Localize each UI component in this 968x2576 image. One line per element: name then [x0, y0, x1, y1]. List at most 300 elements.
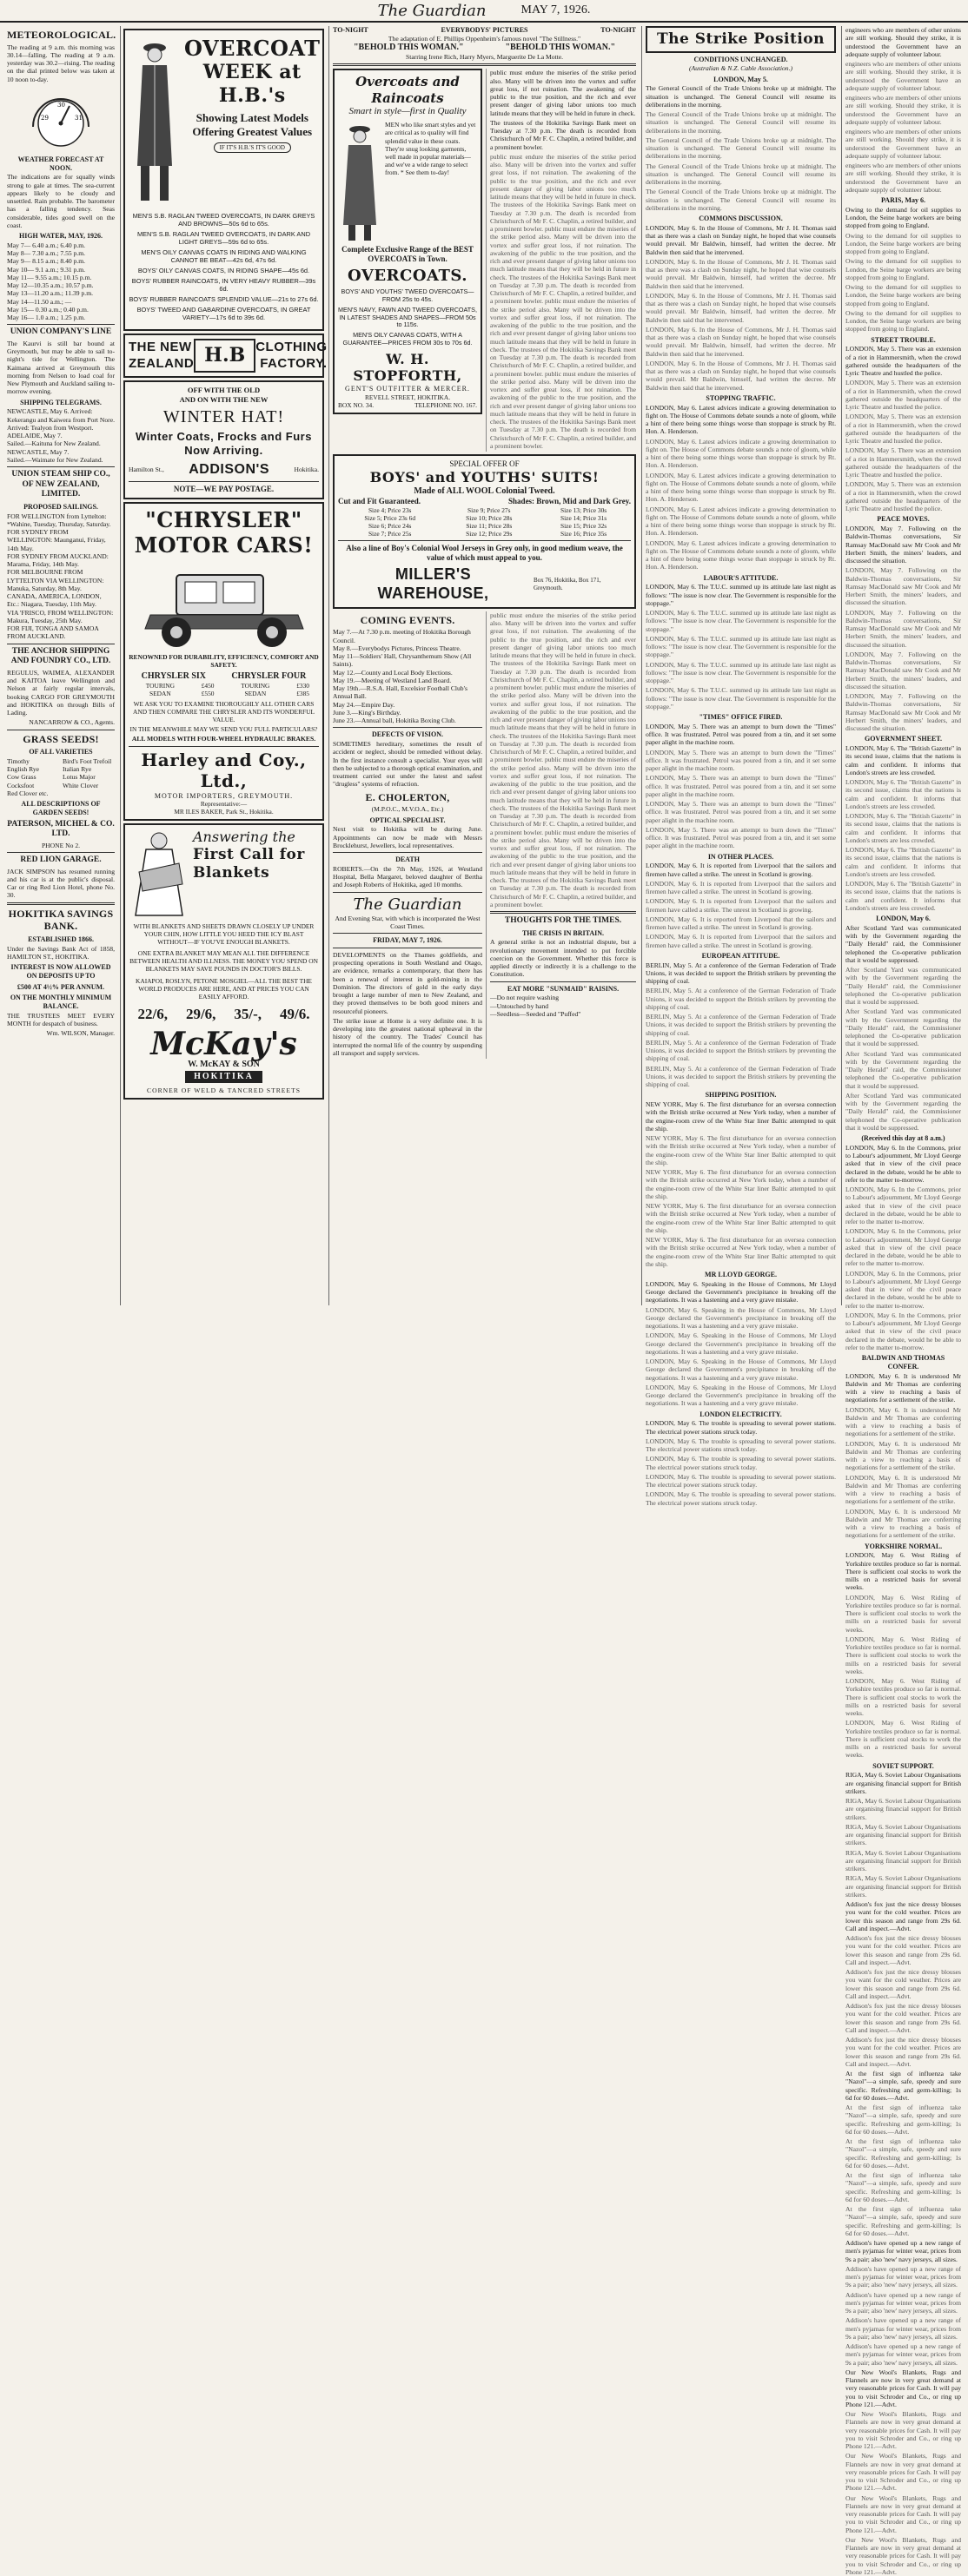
section-text-continued: LONDON, May 6. Speaking in the House of Commons, Mr Lloyd George declared the Government's precipitance in breaking off the negotiations. It was a hastening and a very grave mistake. — [646, 1383, 836, 1408]
section-text-continued: Addison's fox just the nice dressy blouses you want for the cold weather. Prices are lower this season and range from 29s 6d. Call and inspect.—Advt. — [845, 2036, 961, 2068]
blanket-price: 29/6, — [185, 1005, 216, 1022]
section-text-continued: LONDON, May 5. There was an extension of a riot in Hammersmith, when the crowd gathered outside the headquarters of the Lyric Theatre and hustled the police. — [845, 480, 961, 512]
eat-raisins: EAT MORE "SUNMAID" RAISINS. — [507, 984, 620, 993]
section-text-continued: After Scotland Yard was communicated with by the Government regarding the "Daily Herald" raid, the Commissioner telephoned the Co-operative publication that it would be suppressed. — [845, 1091, 961, 1132]
chrysler-price-table — [129, 682, 319, 697]
section-text-continued: LONDON, May 7. Following on the Baldwin-Thomas conversations, Sir Ramsay MacDonald saw Mr Cook and Mr Herbert Smith, the miners' leaders, and discussed the situation. — [845, 566, 961, 607]
raisin-line: —Untouched by hand — [490, 1001, 549, 1010]
chrysler-sub: MOTOR CARS! — [134, 532, 314, 558]
section-text-continued: LONDON, May 5. There was an attempt to burn down the "Times" office. It was frustrated. Petrol was poured from a tin, and it set some paper alight in the machine room. — [646, 800, 836, 824]
section-text: The General Council of the Trade Unions broke up at midnight. The situation is unchanged. The General Council will resume its deliberations in the morning. — [646, 84, 836, 109]
section-text-continued: LONDON, May 6. The T.U.C. summed up its attitude late last night as follows: "The issue is now clear. The Government is responsible for the stoppage." — [646, 660, 836, 685]
seeds-sub: OF ALL VARIETIES — [29, 748, 93, 756]
seed-item: Red Clover etc. — [7, 789, 49, 797]
overcoat-item: MEN'S OILY CANVAS COATS IN RIDING AND WALKING CANNOT BE BEAT—42s 6d, 47s 6d. — [141, 248, 307, 265]
section-text-continued: BERLIN, May 5. At a conference of the German Federation of Trade Unions, it was decided to support the British strikers by preventing the shipping of coal. — [646, 1064, 836, 1089]
section-text-continued: LONDON, May 6. It is reported from Liverpool that the sailors and firemen have called a strike. The unrest in Scotland is growing. — [646, 879, 836, 896]
masthead — [0, 0, 968, 23]
cable-association: (Australian & N.Z. Cable Association.) — [688, 64, 793, 73]
section-text-continued: NEW YORK, May 6. The first disturbance for an oversea connection with the British strike occurred at New York today, when a number of the engine-room crew of the White Star liner Baltic attempted to quit the ship. — [646, 1168, 836, 1200]
size-row-cell: Size 15; Price 32s — [560, 521, 607, 530]
cholerton-role: OPTICAL SPECIALIST. — [369, 816, 446, 824]
cholerton-text: Next visit to Hokitika will be during June. Appointments can now be made with Messrs Brocklehurst, Jewellers, local representatives. — [333, 825, 482, 849]
hb-tag: IF IT'S H.B.'S IT'S GOOD — [214, 142, 291, 154]
section-text-continued: After Scotland Yard was communicated with by the Government regarding the "Daily Herald" raid, the Commissioner telephoned the Co-operative publication that it would be suppressed. — [845, 966, 961, 1006]
shipping-heading: SHIPPING TELEGRAMS. — [20, 398, 102, 406]
section-text-continued: LONDON, May 6. It is reported from Liverpool that the sailors and firemen have called a strike. The unrest in Scotland is growing. — [646, 915, 836, 932]
section-text-continued: Addison's have opened up a new range of men's pyjamas for winter wear, prices from 9s a pair; also 'new' navy jerseys, all sizes. — [845, 2264, 961, 2289]
bank-manager: Wm. WILSON, Manager. — [46, 1029, 115, 1038]
column-1 — [3, 26, 118, 1305]
section-text-continued: engineers who are members of other unions are still working. Should they strike, it is understood the Government have an adequate supply of volunteer labour. — [845, 128, 961, 160]
section-text: LONDON, May 6. The T.U.C. summed up its attitude late last night as follows: "The issue is now clear. The Government is responsible for the stoppage." — [646, 583, 836, 607]
bank-established: ESTABLISHED 1866. — [28, 935, 94, 943]
blanket-prices — [129, 1006, 319, 1024]
event-row: June 3.—King's Birthday. — [333, 708, 401, 717]
tide-row: May 10— 9.1 a.m.; 9.31 p.m. — [7, 265, 86, 274]
bank-note: ON THE MONTHLY MINIMUM BALANCE. — [10, 994, 112, 1011]
section-text-continued: LONDON, May 5. There was an attempt to burn down the "Times" office. It was frustrated. Petrol was poured from a tin, and it set some paper alight in the machine room. — [646, 748, 836, 773]
section-heading: (Received this day at 8 a.m.) — [861, 1134, 945, 1142]
section-text-continued: Addison's fox just the nice dressy blouses you want for the cold weather. Prices are lower this season and range from 29s 6d. Call and inspect.—Advt. — [845, 2002, 961, 2034]
size-row-cell: Size 13; Price 30s — [560, 505, 607, 514]
overcoat-item: MEN'S S.B. RAGLAN TWEED OVERCOATS, IN DARK GREYS AND BROWNS—50s 6d to 65s. — [132, 212, 315, 228]
section-text-continued: LONDON, May 6. The T.U.C. summed up its attitude late last night as follows: "The issue is now clear. The Government is responsible for the stoppage." — [646, 609, 836, 633]
tide-heading: HIGH WATER, MAY, 1926. — [18, 232, 103, 241]
overcoat-ad — [123, 29, 324, 331]
section-text-continued: LONDON, May 6. The "British Gazette" in its second issue, claims that the nations is calm and confident. It informs that London's streets are less crowded. — [845, 812, 961, 844]
section-heading: IN OTHER PLACES. — [707, 852, 774, 861]
price-row-cell: TOURING — [241, 682, 270, 690]
section-text-continued: LONDON, May 5. There was an attempt to burn down the "Times" office. It was frustrated. Petrol was poured from a tin, and it set some paper alight in the machine room. — [646, 825, 836, 850]
section-text-continued: Our New Wool's Blankets, Rugs and Flannels are now in very great demand at very reasonable prices for Cash. It will pay you to visit Schroder and Co., or ring up Phone 121.—Advt. — [845, 2493, 961, 2534]
overcoats-script: Overcoats and Raincoats — [355, 74, 460, 106]
harley-sub: MOTOR IMPORTERS, GREYMOUTH. — [154, 791, 294, 800]
size-row — [338, 506, 631, 514]
strike-middle-text: public must endure the miseries of the strike period also. Many will be driven into the vortex and suffer great loss, if not ruination. The awakening of the public to the true position, and the rich and ever present danger of giving labor unions too much latitude means that they will be held in future in check. — [490, 69, 636, 117]
section-text-continued: LONDON, May 6. It is understood Mr Baldwin and Mr Thomas are conferring with a view to reaching a basis of negotiations for a settlement of the strike. — [845, 1507, 961, 1540]
hat-title: WINTER HAT! — [162, 406, 285, 426]
section-text-continued: At the first sign of influenza take "Nazol"—a simple, safe, speedy and sure specific. Refreshing and germ-killing; 1s 6d for 60 doses.—Advt. — [845, 2205, 961, 2237]
nz-left: THE NEW — [129, 340, 192, 355]
section-text-continued: Addison's have opened up a new range of men's pyjamas for winter wear, prices from 9s a pair; also 'new' navy jerseys, all sizes. — [845, 2316, 961, 2341]
overcoat-item: BOYS' OILY CANVAS COATS, IN RIDING SHAPE—45s 6d. — [137, 267, 310, 275]
section-heading: COMMONS DISCUSSION. — [699, 215, 783, 223]
section-text-continued: LONDON, May 6. The trouble is spreading to several power stations. The electrical power stations struck today. — [646, 1455, 836, 1471]
column-3 — [328, 26, 640, 1305]
overcoat-title2: WEEK at H.B.'s — [202, 61, 302, 108]
section-text: RIGA, May 6. Soviet Labour Organisations are organising financial support for British strikers. — [845, 1771, 961, 1795]
woman-with-blanket-icon — [129, 829, 189, 919]
nz-clothing-ad — [123, 334, 328, 378]
blanket-price: 35/-, — [234, 1005, 262, 1022]
section-text-continued: LONDON, May 6. Latest advices indicate a growing determination to fight on. The House of Commons debate sounds a note of gloom, while a hint of there being some things worse than stoppage is struck by Rt. Hon. A. Henderson. — [646, 538, 836, 571]
section-heading: "TIMES" OFFICE FIRED. — [699, 713, 783, 722]
section-text-continued: LONDON, May 6. The T.U.C. summed up its attitude late last night as follows: "The issue is now clear. The Government is responsible for the stoppage." — [646, 686, 836, 710]
section-text-continued: LONDON, May 6. Speaking in the House of Commons, Mr Lloyd George declared the Government's precipitance in breaking off the negotiations. It was a hastening and a very grave mistake. — [646, 1357, 836, 1382]
section-text-continued: LONDON, May 6. In the House of Commons, Mr J. H. Thomas said that as there was a clash on Sunday night, he hoped that wise counsels would prevail. Mr Baldwin, himself, had written the decree. Mr Baldwin then said that he intervened. — [646, 291, 836, 324]
blanket-title: Answering the — [193, 829, 295, 846]
tide-row: May 12—10.35 a.m.; 10.57 p.m. — [7, 281, 94, 290]
section-text-continued: RIGA, May 6. Soviet Labour Organisations are organising financial support for British strikers. — [845, 1874, 961, 1899]
section-text: Our New Wool's Blankets, Rugs and Flannels are now in very great demand at very reasonable prices for Cash. It will pay you to visit Schroder and Co., or ring up Phone 121.—Advt. — [845, 2368, 961, 2408]
section-text-continued: LONDON, May 6. Latest advices indicate a growing determination to fight on. The House of Commons debate sounds a note of gloom, while a hint of there being some things worse than stoppage is struck by Rt. Hon. A. Henderson. — [646, 471, 836, 504]
section-text: LONDON, May 6. West Riding of Yorkshire textiles produce so far is normal. There is sufficient coal stocks to work the mills on a restricted basis for several weeks. — [845, 1551, 961, 1592]
section-text-continued: LONDON, May 6. Speaking in the House of Commons, Mr Lloyd George declared the Government's precipitance in breaking off the negotiations. It was a hastening and a very grave mistake. — [646, 1305, 836, 1331]
section-text-continued: Owing to the demand for oil supplies to London, the Seine barge workers are being stopped from going to England. — [845, 283, 961, 307]
section-text: Addison's have opened up a new range of men's pyjamas for winter wear, prices from 9s a pair; also 'new' navy jerseys, all sizes. — [845, 2239, 961, 2263]
price-row-cell: £550 — [201, 690, 215, 698]
millers-addr: Box 76, Hokitika, Box 171, Greymouth. — [533, 577, 601, 591]
millers-ad — [333, 454, 636, 609]
section-text-continued: LONDON, May 6. West Riding of Yorkshire textiles produce so far is normal. There is sufficient coal stocks to work the mills on a restricted basis for several weeks. — [845, 1719, 961, 1760]
size-table — [338, 506, 631, 538]
section-text-continued: NEW YORK, May 6. The first disturbance for an oversea connection with the British strike occurred at New York today, when a number of the engine-room crew of the White Star liner Baltic attempted to quit the ship. — [646, 1236, 836, 1268]
stopforth-sub: GENT'S OUTFITTER & MERCER. — [345, 384, 470, 393]
blanket-text2: ONE EXTRA BLANKET MAY MEAN ALL THE DIFFERENCE BETWEEN HEALTH AND ILLNESS. THE MONEY YOU SPEND ON BLANKETS MAY SAVE POUNDS IN DOCTOR'S BILLS. — [129, 949, 318, 974]
strike-position-heading: The Strike Position — [656, 30, 825, 48]
section-text: Owing to the demand for oil supplies to London, the Seine barge workers are being stopped from going to England. — [845, 205, 961, 230]
section-text-continued: LONDON, May 6. In the Commons, prior to Labour's adjournment, Mr Lloyd George asked that in view of the civil peace declared in the debate, would he be able to refer to the matter to-morrow. — [845, 1186, 961, 1225]
sailing-row: FOR SYDNEY FROM AUCKLAND: Marama, Friday, 14th May. — [7, 552, 109, 569]
event-row: June 23.—Annual ball, Hokitika Boxing Club. — [333, 717, 456, 725]
coming-events-heading: COMING EVENTS. — [360, 613, 455, 626]
phone-line: PHONE No 2. — [41, 841, 81, 849]
mckay-addr: CORNER OF WELD & TANCRED STREETS — [147, 1086, 301, 1094]
suits-heading: BOYS' and YOUTHS' SUITS! — [369, 469, 600, 486]
section-text: LONDON, May 6. It is understood Mr Baldwin and Mr Thomas are conferring with a view to reaching a basis of negotiations for a settlement of the strike. — [845, 1371, 961, 1404]
cut-fit: Cut and Fit Guaranteed. — [338, 496, 421, 505]
sailing-row: CANADA, AMERICA, LONDON, Etc.: Niagara, Tuesday, 11th May. — [7, 592, 102, 609]
overcoat-lines — [338, 288, 477, 347]
leader-text2: The strike issue at Home is a very definite one. It is developing into the greatest national upheaval in the history of the country. The Trades' Council has interrupted the normal life of the country by suspending all transport and supply services. — [333, 1016, 482, 1057]
bank-heading: HOKITIKA SAVINGS BANK. — [8, 907, 114, 933]
sailing-row: VIA 'FRISCO, FROM WELLINGTON: Makura, Tuesday, 25th May. — [7, 608, 114, 624]
union-heading: UNION COMPANY'S LINE — [10, 327, 112, 337]
addison-left: Hamilton St., — [129, 466, 164, 474]
addison-right: Hokitika. — [294, 466, 319, 474]
svg-text:29: 29 — [41, 114, 49, 122]
death-heading: DEATH — [395, 855, 420, 864]
section-text-continued: Our New Wool's Blankets, Rugs and Flannels are now in very great demand at very reasonable prices for Cash. It will pay you to visit Schroder and Co., or ring up Phone 121.—Advt. — [845, 2410, 961, 2450]
section-text: LONDON, May 6. Speaking in the House of Commons, Mr Lloyd George declared the Government's precipitance in breaking off the negotiations. It was a hastening and a very grave mistake. — [646, 1279, 836, 1305]
section-text-continued: LONDON, May 6. The trouble is spreading to several power stations. The electrical power stations struck today. — [646, 1472, 836, 1489]
section-heading: EUROPEAN ATTITUDE. — [701, 951, 780, 960]
size-row-cell: Size 14; Price 31s — [560, 513, 607, 522]
section-text: BERLIN, May 5. At a conference of the German Federation of Trade Unions, it was decided to support the British strikers by preventing the shipping of coal. — [646, 961, 836, 986]
section-text-continued: RIGA, May 6. Soviet Labour Organisations are organising financial support for British strikers. — [845, 1822, 961, 1847]
bank-rate: £500 AT 4½% PER ANNUM. — [17, 982, 105, 991]
section-text: engineers who are members of other unions are still working. Should they strike, it is understood the Government have an adequate supply of volunteer labour. — [845, 26, 961, 58]
raisin-line: —Do not require washing — [490, 994, 560, 1002]
section-text-continued: RIGA, May 6. Soviet Labour Organisations are organising financial support for British strikers. — [845, 1848, 961, 1873]
section-text-continued: The General Council of the Trade Unions broke up at midnight. The situation is unchanged. The General Council will resume its deliberations in the morning. — [646, 135, 836, 161]
seed-item: Cocksfoot — [7, 781, 35, 789]
section-text: LONDON, May 5. There was an attempt to burn down the "Times" office. It was frustrated. Petrol was poured from a tin, and it set some paper alight in the machine room. — [646, 722, 836, 747]
event-row: May 11—Soldiers' Hall, Chrysanthemum Show (All Saints). — [333, 652, 472, 669]
harley-name: MR ILES BAKER, Park St., Hokitika. — [174, 808, 274, 816]
nz-right2: FACTORY. — [260, 355, 328, 371]
section-text-continued: After Scotland Yard was communicated with by the Government regarding the "Daily Herald" raid, the Commissioner telephoned the Co-operative publication that it would be suppressed. — [845, 1049, 961, 1090]
hb-logo: H.B — [194, 339, 255, 373]
suits-sub: Made of ALL WOOL Colonial Tweed. — [414, 485, 555, 496]
seeds-list — [7, 757, 115, 797]
section-text-continued: Owing to the demand for oil supplies to London, the Seine barge workers are being stopped from going to England. — [845, 308, 961, 334]
price-row-cell: £385 — [296, 690, 309, 698]
barometer-dial-icon — [24, 85, 97, 153]
price-row — [129, 690, 319, 697]
mckay-sub: W. McKAY & SON — [188, 1060, 260, 1070]
section-text: After Scotland Yard was communicated with by the Government regarding the "Daily Herald" raid, the Commissioner telephoned the Co-operative publication that it would be suppressed. — [845, 923, 961, 964]
section-heading: LONDON ELECTRICITY. — [699, 1410, 782, 1418]
blanket-price: 49/6. — [280, 1005, 310, 1022]
redlion-heading: RED LION GARAGE. — [20, 855, 102, 865]
overcoat-line: MEN'S NAVY, FAWN AND TWEED OVERCOATS, IN LATEST SHADES AND SHAPES—FROM 50s to 115s. — [338, 305, 477, 329]
defects-heading: DEFECTS OF VISION. — [371, 730, 444, 739]
section-heading: STREET TROUBLE. — [871, 335, 936, 344]
tonight-right: TO-NIGHT — [600, 26, 636, 34]
section-heading: YORKSHIRE NORMAL. — [864, 1542, 943, 1550]
overcoat-line: MEN'S OILY CANVAS COATS, WITH A GUARANTEE—PRICES FROM 30s to 70s 6d. — [342, 331, 473, 347]
overcoat-item: MEN'S S.B. RAGLAN TWEED OVERCOATS, IN DARK AND LIGHT GREYS—59s 6d to 65s. — [136, 230, 311, 247]
anchor-agent: NANCARROW & CO., Agents. — [29, 718, 115, 727]
strike-middle-filler: public must endure the miseries of the strike period also. Many will be driven into the vortex and suffer great loss, if not ruination. The awakening of the public to the true position, and the rich and ever present danger of giving labor unions too much latitude means that they will be held in future in check. The trustees of the Hokitika Savings Bank meet on Tuesday at 7.30 p.m. The death is recorded from Christchurch of Mr F. C. Chaplin, a retired builder, and a prominent bowler. public must endure the miseries of the strike period also. Many will be driven into the vortex and suffer great loss, if not ruination. The awakening of the public to the true position, and the rich and ever present danger of giving labor unions too much latitude means that they will be held in future in check. The trustees of the Hokitika Savings Bank meet on Tuesday at 7.30 p.m. The death is recorded from Christchurch of Mr F. C. Chaplin, a retired builder, and a prominent bowler. public must endure the miseries of the strike period also. Many will be driven into the vortex and suffer great loss, if not ruination. The awakening of the public to the true position, and the rich and ever present danger of giving labor unions too much latitude means that they will be held in future in check. The trustees of the Hokitika Savings Bank meet on Tuesday at 7.30 p.m. The death is recorded from Christchurch of Mr F. C. Chaplin, a retired builder, and a prominent bowler. public must endure the miseries of the strike period also. Many will be driven into the vortex and suffer great loss, if not ruination. The awakening of the public to the true position, and the rich and ever present danger of giving labor unions too much latitude means that they will be held in future in check. The trustees of the Hokitika Savings Bank meet on Tuesday at 7.30 p.m. The death is recorded from Christchurch of Mr F. C. Chaplin, a retired builder, and a prominent bowler. — [490, 152, 636, 450]
defects-text: SOMETIMES hereditary, sometimes the result of accident or neglect, should be remedied without delay. In the first instance consult a specialist. Your eyes will then be subjected to a thorough optical examination, and treatment carried out under the latest and safest "drugless" systems of refraction. — [333, 740, 482, 789]
raisins-list — [490, 994, 636, 1018]
tonight-left: TO-NIGHT — [333, 26, 368, 34]
jerseys-text: Also a line of Boy's Colonial Wool Jerseys in Grey only, in good medium weave, the value of which must appeal to you. — [346, 543, 623, 562]
millers-name: MILLER'S WAREHOUSE, — [377, 565, 489, 602]
section-text-continued: The General Council of the Trade Unions broke up at midnight. The situation is unchanged. The General Council will resume its deliberations in the morning. — [646, 110, 836, 135]
section-text-continued: RIGA, May 6. Soviet Labour Organisations are organising financial support for British strikers. — [845, 1797, 961, 1821]
men-text: MEN who like smart styles and yet are critical as to quality will find splendid value in these coats. They're snug looking garments, well made in popular materials—and we've a wide range to select from. * See them to-day! — [385, 121, 476, 176]
seed-item: Bird's Foot Trefoil — [63, 756, 112, 765]
strike-sections — [646, 76, 836, 1507]
section-text-continued: The General Council of the Trade Unions broke up at midnight. The situation is unchanged. The General Council will resume its deliberations in the morning. — [646, 162, 836, 187]
usss-heading: UNION STEAM SHIP CO., OF NEW ZEALAND, LIMITED. — [11, 470, 110, 499]
shades: Shades: Brown, Mid and Dark Grey. — [508, 496, 631, 505]
blanket-ad — [123, 823, 324, 1100]
section-text-continued: Owing to the demand for oil supplies to London, the Seine barge workers are being stopped from going to England. — [845, 231, 961, 255]
thoughts-text: A general strike is not an industrial dispute, but a revolutionary movement intended to put forcible coercion on the Government. Whether this force is applied directly or indirectly it is a challenge to the Constitution. — [490, 938, 636, 979]
shipping-row: ADELAIDE, May 7. — [7, 432, 63, 440]
section-heading: LONDON, May 5. — [713, 75, 768, 83]
overcoat-items — [129, 212, 319, 321]
seeds-heading: GRASS SEEDS! — [23, 732, 99, 745]
section-text-continued: Our New Wool's Blankets, Rugs and Flannels are now in very great demand at very reasonable prices for Cash. It will pay you to visit Schroder and Co., or ring up Phone 121.—Advt. — [845, 2452, 961, 2493]
event-row: May 8.—Everybodys Pictures, Princess Theatre. — [333, 644, 461, 652]
section-text-continued: LONDON, May 5. There was an attempt to burn down the "Times" office. It was frustrated. Petrol was poured from a tin, and it set some paper alight in the machine room. — [646, 774, 836, 798]
shipping-row: Sailed.—Waimate for New Zealand. — [7, 455, 103, 464]
seed-item: Lotus Major — [63, 773, 96, 782]
price-row-cell: SEDAN — [244, 690, 267, 698]
tide-row: May 9— 8.15 a.m.; 8.40 p.m. — [7, 257, 86, 266]
section-text-continued: LONDON, May 6. The "British Gazette" in its second issue, claims that the nations is calm and confident. It informs that London's streets are less crowded. — [845, 778, 961, 810]
tide-row: May 16— 1.0 a.m.; 1.25 p.m. — [7, 314, 86, 322]
section-text-continued: LONDON, May 6. Latest advices indicate a growing determination to fight on. The House of Commons debate sounds a note of gloom, while a hint of there being some things worse than stoppage is struck by Rt. Hon. A. Henderson. — [646, 505, 836, 538]
section-text-continued: engineers who are members of other unions are still working. Should they strike, it is understood the Government have an adequate supply of volunteer labour. — [845, 60, 961, 92]
forecast-heading: WEATHER FORECAST AT NOON. — [17, 155, 104, 172]
tide-row: May 14—11.50 a.m.; — — [7, 297, 72, 306]
column-5 — [841, 26, 965, 2576]
bank-interest: INTEREST IS NOW ALLOWED ON DEPOSITS UP TO — [10, 963, 111, 980]
car-icon — [133, 558, 315, 653]
event-row: May 19.—Meeting of Westland Land Board. — [333, 676, 452, 684]
size-row-cell: Size 9; Price 27s — [467, 505, 511, 514]
overcoat-item: BOYS' RUBBER RAINCOATS SPLENDID VALUE—21s to 27s 6d. — [129, 295, 319, 304]
section-heading: SOVIET SUPPORT. — [872, 1761, 934, 1770]
section-text-continued: LONDON, May 6. It is understood Mr Baldwin and Mr Thomas are conferring with a view to reaching a basis of negotiations for a settlement of the strike. — [845, 1439, 961, 1472]
masthead-date: MAY 7, 1926. — [520, 3, 591, 17]
size-row-cell: Size 5; Price 23s 6d — [364, 513, 416, 522]
section-text-continued: LONDON, May 7. Following on the Baldwin-Thomas conversations, Sir Ramsay MacDonald saw Mr Cook and Mr Herbert Smith, the miners' leaders, and discussed the situation. — [845, 692, 961, 732]
guardian-sub: And Evening Star, with which is incorporated the West Coast Times. — [335, 914, 481, 930]
tide-row: May 8— 7.30 a.m.; 7.55 p.m. — [7, 249, 86, 258]
pictures-text: The adaptation of E. Phillips Oppenheim's famous novel "The Stillness." — [388, 34, 581, 43]
special-offer: SPECIAL OFFER OF — [449, 459, 520, 469]
chrysler-ad — [123, 502, 324, 822]
section-text-continued: LONDON, May 5. There was an extension of a riot in Hammersmith, when the crowd gathered outside the headquarters of the Lyric Theatre and hustled the police. — [845, 446, 961, 479]
section-text-continued: NEW YORK, May 6. The first disturbance for an oversea connection with the British strike occurred at New York today, when a number of the engine-room crew of the White Star liner Baltic attempted to quit the ship. — [646, 1134, 836, 1166]
section-text-continued: LONDON, May 6. It is understood Mr Baldwin and Mr Thomas are conferring with a view to reaching a basis of negotiations for a settlement of the strike. — [845, 1473, 961, 1506]
nz-left2: ZEALAND — [129, 355, 195, 371]
section-heading: MR LLOYD GEORGE. — [705, 1271, 777, 1279]
size-row-cell: Size 4; Price 23s — [368, 505, 412, 514]
section-text: At the first sign of influenza take "Nazol"—a simple, safe, speedy and sure specific. Refreshing and germ-killing; 1s 6d for 60 doses.—Advt. — [845, 2070, 961, 2102]
addison-name: ADDISON'S — [189, 462, 269, 478]
anchor-text: REGULUS, WAIMEA, ALEXANDER and KAITOA leave Wellington and Nelson at fairly regular intervals, booking CARGO FOR GREYMOUTH and HOKITIKA on through Bills of Lading. — [7, 668, 115, 717]
section-text-continued: Our New Wool's Blankets, Rugs and Flannels are now in very great demand at very reasonable prices for Cash. It will pay you to visit Schroder and Co., or ring up Phone 121.—Advt. — [845, 2535, 961, 2576]
section-text: LONDON, May 6. Latest advices indicate a growing determination to fight on. The House of Commons debate sounds a note of gloom, while a hint of there being some things worse than stoppage is struck by Rt. Hon. A. Henderson. — [646, 403, 836, 436]
thoughts-sub: THE CRISIS IN BRITAIN. — [521, 928, 605, 937]
cholerton-sub: (M.P.O.C., M.V.O.A., Etc.) — [371, 805, 444, 814]
masthead-title: The Guardian — [377, 1, 487, 20]
section-heading: STOPPING TRAFFIC. — [706, 393, 776, 402]
price-row-cell: TOURING — [145, 682, 175, 690]
death-text: ROBERTS.—On the 7th May, 1926, at Westland Hospital, Bella Margaret, beloved daughter of Bertha and Joseph Roberts of Hokitika, aged 10 months. — [333, 864, 482, 889]
section-text: NEW YORK, May 6. The first disturbance for an oversea connection with the British strike occurred at New York today, when a number of the engine-room crew of the White Star liner Baltic attempted to quit the ship. — [646, 1100, 836, 1133]
guardian-date: FRIDAY, MAY 7, 1926. — [373, 936, 442, 944]
harley-rep: Representative:— — [200, 800, 248, 809]
raisin-line: —Seedless—Seeded and "Puffed" — [490, 1009, 581, 1018]
overcoats-sub: Smart in style—first in Quality — [348, 106, 467, 117]
stopforth-name: W. H. STOPFORTH, — [353, 350, 462, 385]
man-in-overcoat-icon — [130, 36, 179, 209]
paterson-name: PATERSON, MICHEL & CO. LTD. — [7, 819, 115, 839]
behold-right: "BEHOLD THIS WOMAN." — [505, 43, 616, 52]
hat-line2: AND ON WITH THE NEW — [179, 394, 269, 404]
overcoat-title: OVERCOAT — [184, 36, 321, 61]
everybodys: EVERYBODYS' PICTURES — [441, 26, 528, 34]
blanket-price: 22/6, — [137, 1005, 168, 1022]
price-row-cell: £450 — [201, 682, 215, 690]
section-text-continued: NEW YORK, May 6. The first disturbance for an oversea connection with the British strike occurred at New York today, when a number of the engine-room crew of the White Star liner Baltic attempted to quit the ship. — [646, 1202, 836, 1234]
section-text-continued: BERLIN, May 5. At a conference of the German Federation of Trade Unions, it was decided to support the British strikers by preventing the shipping of coal. — [646, 987, 836, 1011]
tide-row: May 11— 9.55 a.m.; 10.15 p.m. — [7, 273, 92, 281]
section-text-continued: LONDON, May 6. It is reported from Liverpool that the sailors and firemen have called a strike. The unrest in Scotland is growing. — [646, 933, 836, 949]
section-heading: PARIS, May 6. — [881, 196, 925, 204]
seed-item: White Clover — [63, 781, 99, 789]
seed-item: Timothy — [7, 756, 30, 765]
chrysler-four: CHRYSLER FOUR — [231, 671, 307, 682]
section-text-continued: LONDON, May 7. Following on the Baldwin-Thomas conversations, Sir Ramsay MacDonald saw Mr Cook and Mr Herbert Smith, the miners' leaders, and discussed the situation. — [845, 608, 961, 649]
section-text: LONDON, May 7. Following on the Baldwin-Thomas conversations, Sir Ramsay MacDonald saw Mr Cook and Mr Herbert Smith, the miners' leaders, and discussed the situation. — [845, 525, 961, 565]
section-heading: SHIPPING POSITION. — [705, 1091, 777, 1100]
size-row-cell: Size 6; Price 24s — [368, 521, 412, 530]
section-heading: BALDWIN AND THOMAS CONFER. — [861, 1354, 945, 1371]
sailings-list — [7, 512, 115, 641]
overcoat-item: BOYS' TWEED AND GABARDINE OVERCOATS, IN GREAT VARIETY—17s 6d to 39s 6d. — [136, 306, 311, 322]
size-row-cell: Size 7; Price 25s — [368, 529, 412, 538]
section-text-continued: LONDON, May 6. It is reported from Liverpool that the sailors and firemen have called a strike. The unrest in Scotland is growing. — [646, 897, 836, 914]
section-text-continued: Addison's have opened up a new range of men's pyjamas for winter wear, prices from 9s a pair; also 'new' navy jerseys, all sizes. — [845, 2290, 961, 2315]
event-row: May 7.—At 7.30 p.m. meeting of Hokitika Borough Council. — [333, 628, 471, 644]
blanket-title2: First Call for Blankets — [193, 845, 305, 882]
section-text-continued: Owing to the demand for oil supplies to London, the Seine barge workers are being stopped from going to England. — [845, 257, 961, 281]
size-row — [338, 522, 631, 530]
tide-row: May 15— 0.30 a.m.; 0.40 p.m. — [7, 305, 89, 314]
price-row-cell: £330 — [296, 682, 309, 690]
exclusive-range: Complete Exclusive Range of the BEST OVERCOATS in Town. — [341, 245, 474, 264]
section-text: LONDON, May 6. In the Commons, prior to Labour's adjournment, Mr Lloyd George asked that in view of the civil peace declared in the debate, would he be able to refer to the matter to-morrow. — [845, 1143, 961, 1184]
overcoats-heading: OVERCOATS. — [347, 267, 467, 286]
addison-ad — [123, 380, 324, 499]
section-text-continued: LONDON, May 6. Speaking in the House of Commons, Mr Lloyd George declared the Government's precipitance in breaking off the negotiations. It was a hastening and a very grave mistake. — [646, 1331, 836, 1356]
thoughts-heading: THOUGHTS FOR THE TIMES. — [504, 916, 622, 926]
section-text-continued: LONDON, May 7. Following on the Baldwin-Thomas conversations, Sir Ramsay MacDonald saw Mr Cook and Mr Herbert Smith, the miners' leaders, and discussed the situation. — [845, 650, 961, 690]
events-list — [333, 628, 482, 724]
section-text: LONDON, May 6. The "British Gazette" in its second issue, claims that the nations is calm and confident. It informs that London's streets are less crowded. — [845, 744, 961, 776]
section-text-continued: LONDON, May 6. The "British Gazette" in its second issue, claims that the nations is calm and confident. It informs that London's streets are less crowded. — [845, 846, 961, 878]
news-sections — [845, 26, 961, 2576]
tide-row: May 13—11.20 a.m.; 11.39 p.m. — [7, 289, 93, 298]
chrysler-six: CHRYSLER SIX — [141, 671, 207, 682]
usss-sub: PROPOSED SAILINGS. — [23, 502, 98, 511]
chrysler-ask: WE ASK YOU TO EXAMINE THOROUGHLY ALL OTHER CARS AND THEN COMPARE THE CHRYSLER AND ITS WONDERFUL VALUE. — [133, 700, 315, 724]
shipping-row: Sailed.—Kaituna for New Zealand. — [7, 439, 101, 448]
section-text-continued: LONDON, May 6. Latest advices indicate a growing determination to fight on. The House of Commons debate sounds a note of gloom, while a hint of there being some things worse than stoppage is struck by Rt. Hon. A. Henderson. — [646, 437, 836, 470]
strike-middle-text2: The trustees of the Hokitika Savings Bank meet on Tuesday at 7.30 p.m. The death is recorded from Christchurch of Mr F. C. Chaplin, a retired builder, and a prominent bowler. — [490, 118, 636, 151]
seed-item: Cow Grass — [7, 773, 36, 782]
starring: Starring Irene Rich, Harry Myers, Marguerite De La Motte. — [406, 53, 563, 62]
svg-text:30: 30 — [57, 101, 65, 109]
overcoat-item: BOYS' RUBBER RAINCOATS, IN VERY HEAVY RUBBER—39s 6d. — [131, 277, 316, 294]
section-text: LONDON, May 5. There was an extension of a riot in Hammersmith, when the crowd gathered outside the headquarters of the Lyric Theatre and hustled the police. — [845, 345, 961, 377]
section-text-continued: After Scotland Yard was communicated with by the Government regarding the "Daily Herald" raid, the Commissioner telephoned the Co-operative publication that it would be suppressed. — [845, 1007, 961, 1048]
section-text-continued: LONDON, May 6. It is understood Mr Baldwin and Mr Thomas are conferring with a view to reaching a basis of negotiations for a settlement of the strike. — [845, 1405, 961, 1438]
shipping-row: Arrived: Tealyon from Westport. — [7, 423, 94, 432]
section-text-continued: LONDON, May 5. There was an extension of a riot in Hammersmith, when the crowd gathered outside the headquarters of the Lyric Theatre and hustled the police. — [845, 379, 961, 411]
size-row-cell: Size 11; Price 28s — [466, 521, 513, 530]
section-text-continued: engineers who are members of other unions are still working. Should they strike, it is understood the Government have an adequate supply of volunteer labour. — [845, 162, 961, 194]
size-row — [338, 530, 631, 538]
section-text-continued: Addison's have opened up a new range of men's pyjamas for winter wear, prices from 9s a pair; also 'new' navy jerseys, all sizes. — [845, 2342, 961, 2367]
event-row: May 19th.—R.S.A. Hall, Excelsior Football Club's Annual Ball. — [333, 684, 467, 701]
shipping-row: NEWCASTLE, May 7. — [7, 447, 70, 456]
section-heading: GOVERNMENT SHEET. — [864, 735, 943, 743]
union-text: The Kaurvi is still bar bound at Greymouth, but may be able to sail to-night's tide for Wellington. The Kaimana arrived at Greymouth this morning from Nelson to load coal for New Plymouth and Auckland sailing to-morrow evening. — [7, 339, 115, 396]
section-text-continued: LONDON, May 6. The trouble is spreading to several power stations. The electrical power stations struck today. — [646, 1490, 836, 1507]
section-text-continued: LONDON, May 6. The T.U.C. summed up its attitude late last night as follows: "The issue is now clear. The Government is responsible for the stoppage." — [646, 634, 836, 659]
section-heading: LABOUR'S ATTITUDE. — [703, 573, 779, 582]
sailing-row: FOR MELBOURNE FROM LYTTELTON VIA WELLINGTON: Manuka, Saturday, 8th May. — [7, 568, 104, 592]
size-row — [338, 514, 631, 522]
event-row: May 12.—County and Local Body Elections. — [333, 668, 453, 677]
section-text-continued: The General Council of the Trade Unions broke up at midnight. The situation is unchanged. The General Council will resume its deliberations in the morning. — [646, 188, 836, 212]
garden-seeds: ALL DESCRIPTIONS OF GARDEN SEEDS! — [21, 800, 101, 816]
size-row-cell: Size 12; Price 29s — [466, 529, 513, 538]
section-text-continued: BERLIN, May 5. At a conference of the German Federation of Trade Unions, it was decided to support the British strikers by preventing the shipping of coal. — [646, 1038, 836, 1063]
